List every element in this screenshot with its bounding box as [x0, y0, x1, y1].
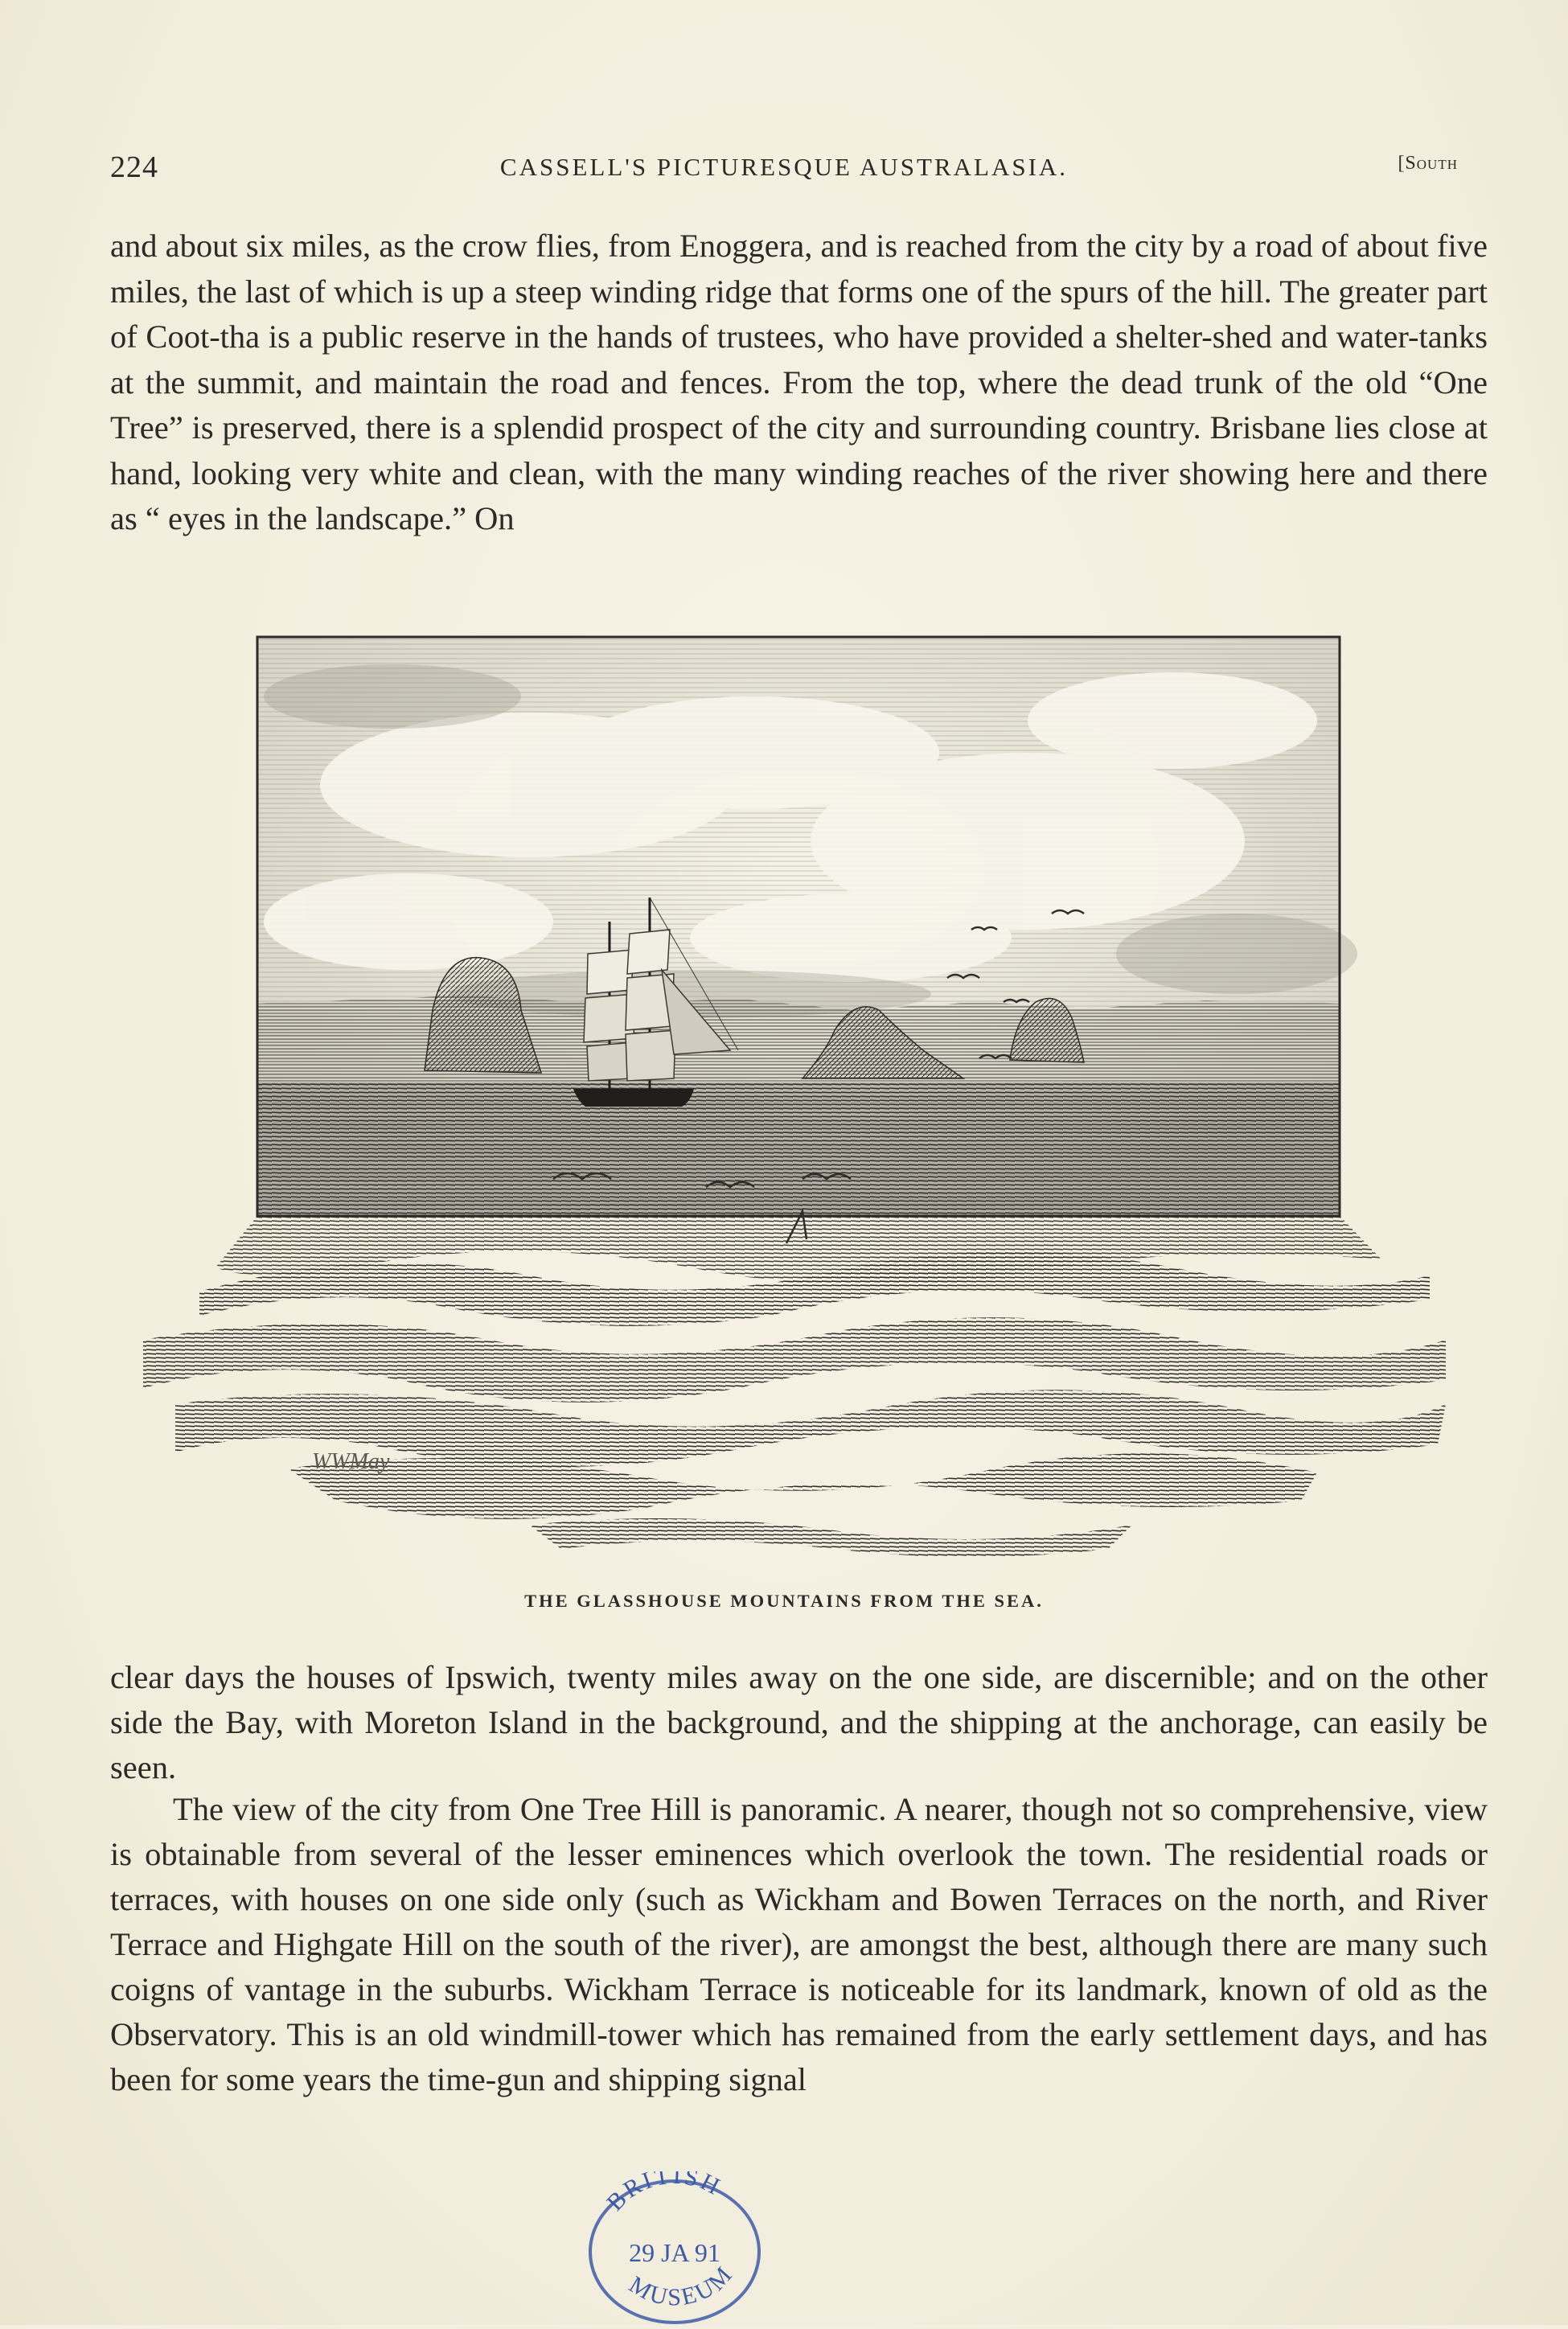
- foreground-waves: [143, 1216, 1446, 1557]
- distant-coastline: [257, 996, 1340, 1082]
- artist-signature: WWMay: [312, 1449, 390, 1474]
- page-number: 224: [110, 150, 158, 184]
- glasshouse-mountains-engraving: [127, 632, 1454, 1573]
- paragraph-intro: and about six miles, as the crow flies, from Enoggera, and is reached from the city by a road of about five miles, the last of which is up a steep winding ridge that forms one of the spurs of the hill. The greater part of Coot-tha is a public reserve in the hands of trustees, who have provided a shelter-shed and water-tanks at the summit, and maintain the road and fences. From the top, where the dead trunk of the old “One Tree” is preserved, there is a splendid prospect of the city and surrounding country. Brisbane lies close at hand, looking very white and clean, with the many winding reaches of the river showing here and there as “ eyes in the landscape.” On: [110, 228, 1488, 536]
- running-head: [110, 150, 1458, 191]
- stamp-top-text: BRITISH: [601, 2171, 726, 2216]
- library-stamp: [582, 2171, 767, 2325]
- paragraph-clear-days: clear days the houses of Ipswich, twenty miles away on the one side, are discernible; and on the other side the Bay, with Moreton Island in the background, and the shipping at the anchorage, can easily be seen.: [110, 1659, 1488, 1785]
- illustration-caption: THE GLASSHOUSE MOUNTAINS FROM THE SEA.: [524, 1591, 1044, 1611]
- section-marker: [South: [1398, 153, 1458, 174]
- running-title: CASSELL'S PICTURESQUE AUSTRALASIA.: [499, 153, 1069, 181]
- paragraph-view: The view of the city from One Tree Hill is panoramic. A nearer, though not so comprehensive, view is obtainable from several of the lesser eminences which overlook the town. The residential roads or terraces, with houses on one side only (such as Wickham and Bowen Terraces on the north, and River Terrace and Highgate Hill on the south of the river), are amongst the best, although there are many such coigns of vantage in the suburbs. Wickham Terrace is noticeable for its landmark, known of old as the Observatory. This is an old windmill-tower which has remained from the early settlement days, and has been for some years the time-gun and shipping signal: [110, 1791, 1488, 2097]
- stamp-date: 29 JA 91: [629, 2238, 720, 2267]
- stamp-bottom-text: MUSEUM: [624, 2260, 739, 2311]
